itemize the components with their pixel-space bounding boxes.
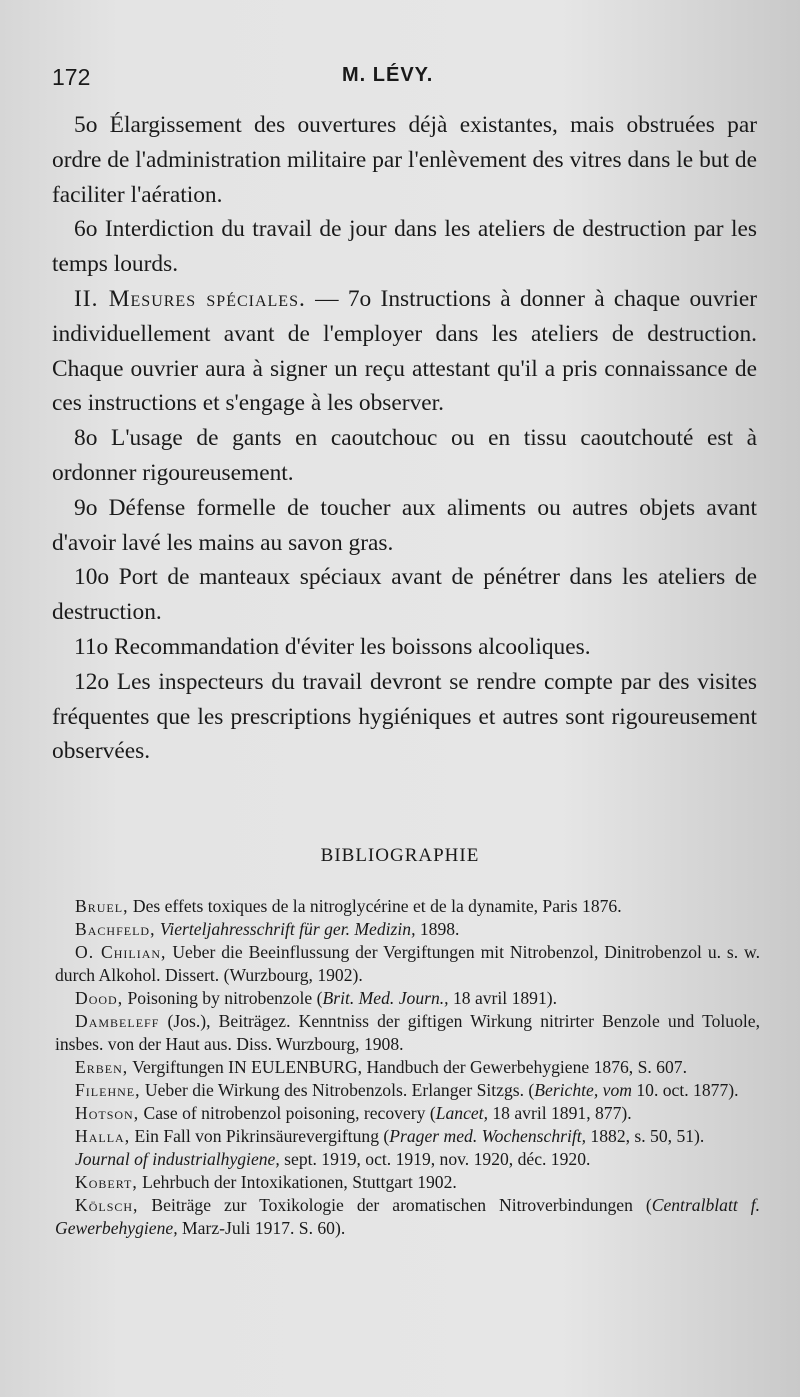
- entry-author: Hotson,: [75, 1103, 140, 1123]
- entry-text-end: 1882, s. 50, 51).: [586, 1126, 705, 1146]
- paragraph-text: 11o Recommandation d'éviter les boissons alcooliques.: [74, 633, 591, 660]
- entry-text: Case of nitrobenzol poisoning, recovery (: [139, 1103, 436, 1123]
- entry-author: Filehne,: [75, 1080, 141, 1100]
- entry-author: Erben,: [75, 1057, 129, 1077]
- entry-text: Ein Fall von Pikrinsäurevergiftung (: [130, 1126, 390, 1146]
- entry-author: O. Chilian,: [75, 942, 167, 962]
- body-text: [52, 108, 757, 769]
- entry-author: Bruel,: [75, 896, 129, 916]
- bibliography-entry: [55, 987, 760, 1010]
- paragraph-text: 10o Port de manteaux spéciaux avant de pénétrer dans les ateliers de destruction.: [52, 564, 757, 626]
- entry-author: Kobert,: [75, 1172, 138, 1192]
- paragraph-text: 9o Défense formelle de toucher aux aliments ou autres objets avant d'avoir lavé les mains au savon gras.: [52, 494, 757, 556]
- paragraph-text: 8o L'usage de gants en caoutchouc ou en tissu caoutchouté est à ordonner rigoureusement.: [52, 425, 757, 486]
- bibliography-entry: [55, 1194, 760, 1240]
- entry-author: Bachfeld,: [75, 919, 156, 939]
- entry-text: Lehrbuch der Intoxikationen, Stuttgart 1902.: [137, 1172, 457, 1192]
- entry-text: Ueber die Wirkung des Nitrobenzols. Erlanger Sitzgs. (: [140, 1080, 535, 1100]
- running-head: M. LÉVY.: [342, 64, 434, 86]
- paragraph-text: 6o Interdiction du travail de jour dans les ateliers de destruction par les temps lourds.: [52, 216, 757, 278]
- bibliography-entry: [55, 1102, 760, 1125]
- bibliography-entry: [55, 1056, 760, 1079]
- entry-text-end: 18 avril 1891).: [448, 988, 558, 1008]
- bibliography-entry: [55, 1148, 760, 1171]
- entry-text-end: 18 avril 1891, 877).: [487, 1103, 632, 1123]
- entry-text-end: 1898.: [415, 919, 460, 939]
- entry-italic: Berichte, vom: [534, 1080, 632, 1100]
- paragraph: [52, 282, 757, 421]
- entry-author: Dambeleff: [75, 1011, 160, 1031]
- entry-italic: Journal of industrialhygiene,: [75, 1149, 280, 1169]
- bibliography-entry: [55, 1079, 760, 1102]
- bibliography-entry: [55, 1010, 760, 1056]
- page-number: 172: [52, 64, 91, 90]
- entry-italic: Prager med. Wochenschrift,: [389, 1126, 587, 1146]
- paragraph: [52, 560, 757, 630]
- paragraph: [52, 491, 757, 561]
- paragraph: [52, 212, 757, 282]
- entry-text: Des effets toxiques de la nitroglycérine et de la dynamite, Paris 1876.: [128, 896, 622, 916]
- paragraph: [52, 108, 757, 212]
- entry-text: Beiträge zur Toxikologie der aromatischen Nitroverbindungen (: [138, 1195, 652, 1215]
- paragraph: [52, 630, 757, 665]
- bibliography-entry: [55, 895, 760, 918]
- entry-text-end: 10. oct. 1877).: [631, 1080, 739, 1100]
- paragraph: [52, 421, 757, 491]
- entry-text: Poisoning by nitrobenzole (: [123, 988, 323, 1008]
- paragraph: [52, 665, 757, 769]
- bibliography-list: [55, 895, 760, 1240]
- entry-text-end: Marz-Juli 1917. S. 60).: [177, 1218, 346, 1238]
- paragraph-text: 12o Les inspecteurs du travail devront se rendre compte par des visites fréquentes que les prescriptions hygiéniques et autres sont rigoureusement observées.: [52, 668, 757, 765]
- entry-text: Vergiftungen IN EULENBURG, Handbuch der Gewerbehygiene 1876, S. 607.: [128, 1057, 687, 1077]
- entry-author: Dood,: [75, 988, 124, 1008]
- entry-italic: Brit. Med. Journ.,: [322, 988, 449, 1008]
- bibliography-entry: [55, 1171, 760, 1194]
- section-heading: II. Mesures spéciales.: [74, 285, 306, 312]
- bibliography-title: BIBLIOGRAPHIE: [320, 845, 480, 866]
- entry-author: Halla,: [75, 1126, 131, 1146]
- entry-italic: Centralblatt f. Gewerbehygiene,: [55, 1195, 760, 1238]
- paragraph-text: 5o Élargissement des ouvertures déjà existantes, mais obstruées par ordre de l'administration militaire par l'enlèvement des vitres dans le but de faciliter l'aération.: [52, 112, 757, 208]
- page-header: [52, 64, 740, 104]
- bibliography-entry: [55, 941, 760, 987]
- entry-text: Ueber die Beeinflussung der Vergiftungen mit Nitrobenzol, Dinitrobenzol u. s. w. durch Alkohol. Dissert. (Wurzbourg, 1902).: [55, 942, 760, 985]
- bibliography-entry: [55, 1125, 760, 1148]
- entry-text: (Jos.), Beiträgez. Kenntniss der giftigen Wirkung nitrirter Benzole und Toluole, insbes. von der Haut aus. Diss. Wurzbourg, 1908.: [55, 1011, 760, 1054]
- bibliography-entry: [55, 918, 760, 941]
- entry-italic: Lancet,: [435, 1103, 488, 1123]
- entry-italic: Vierteljahresschrift für ger. Medizin,: [159, 919, 416, 939]
- entry-text-end: sept. 1919, oct. 1919, nov. 1920, déc. 1920.: [279, 1149, 591, 1169]
- paragraph-text: — 7o Instructions à donner à chaque ouvrier individuellement avant de l'employer dans les ateliers de destruction. Chaque ouvrier aura à signer un reçu attestant qu'il a pris connaissance de ces instructions et s'engage à les observer.: [52, 285, 757, 417]
- entry-author: Kölsch,: [75, 1195, 139, 1215]
